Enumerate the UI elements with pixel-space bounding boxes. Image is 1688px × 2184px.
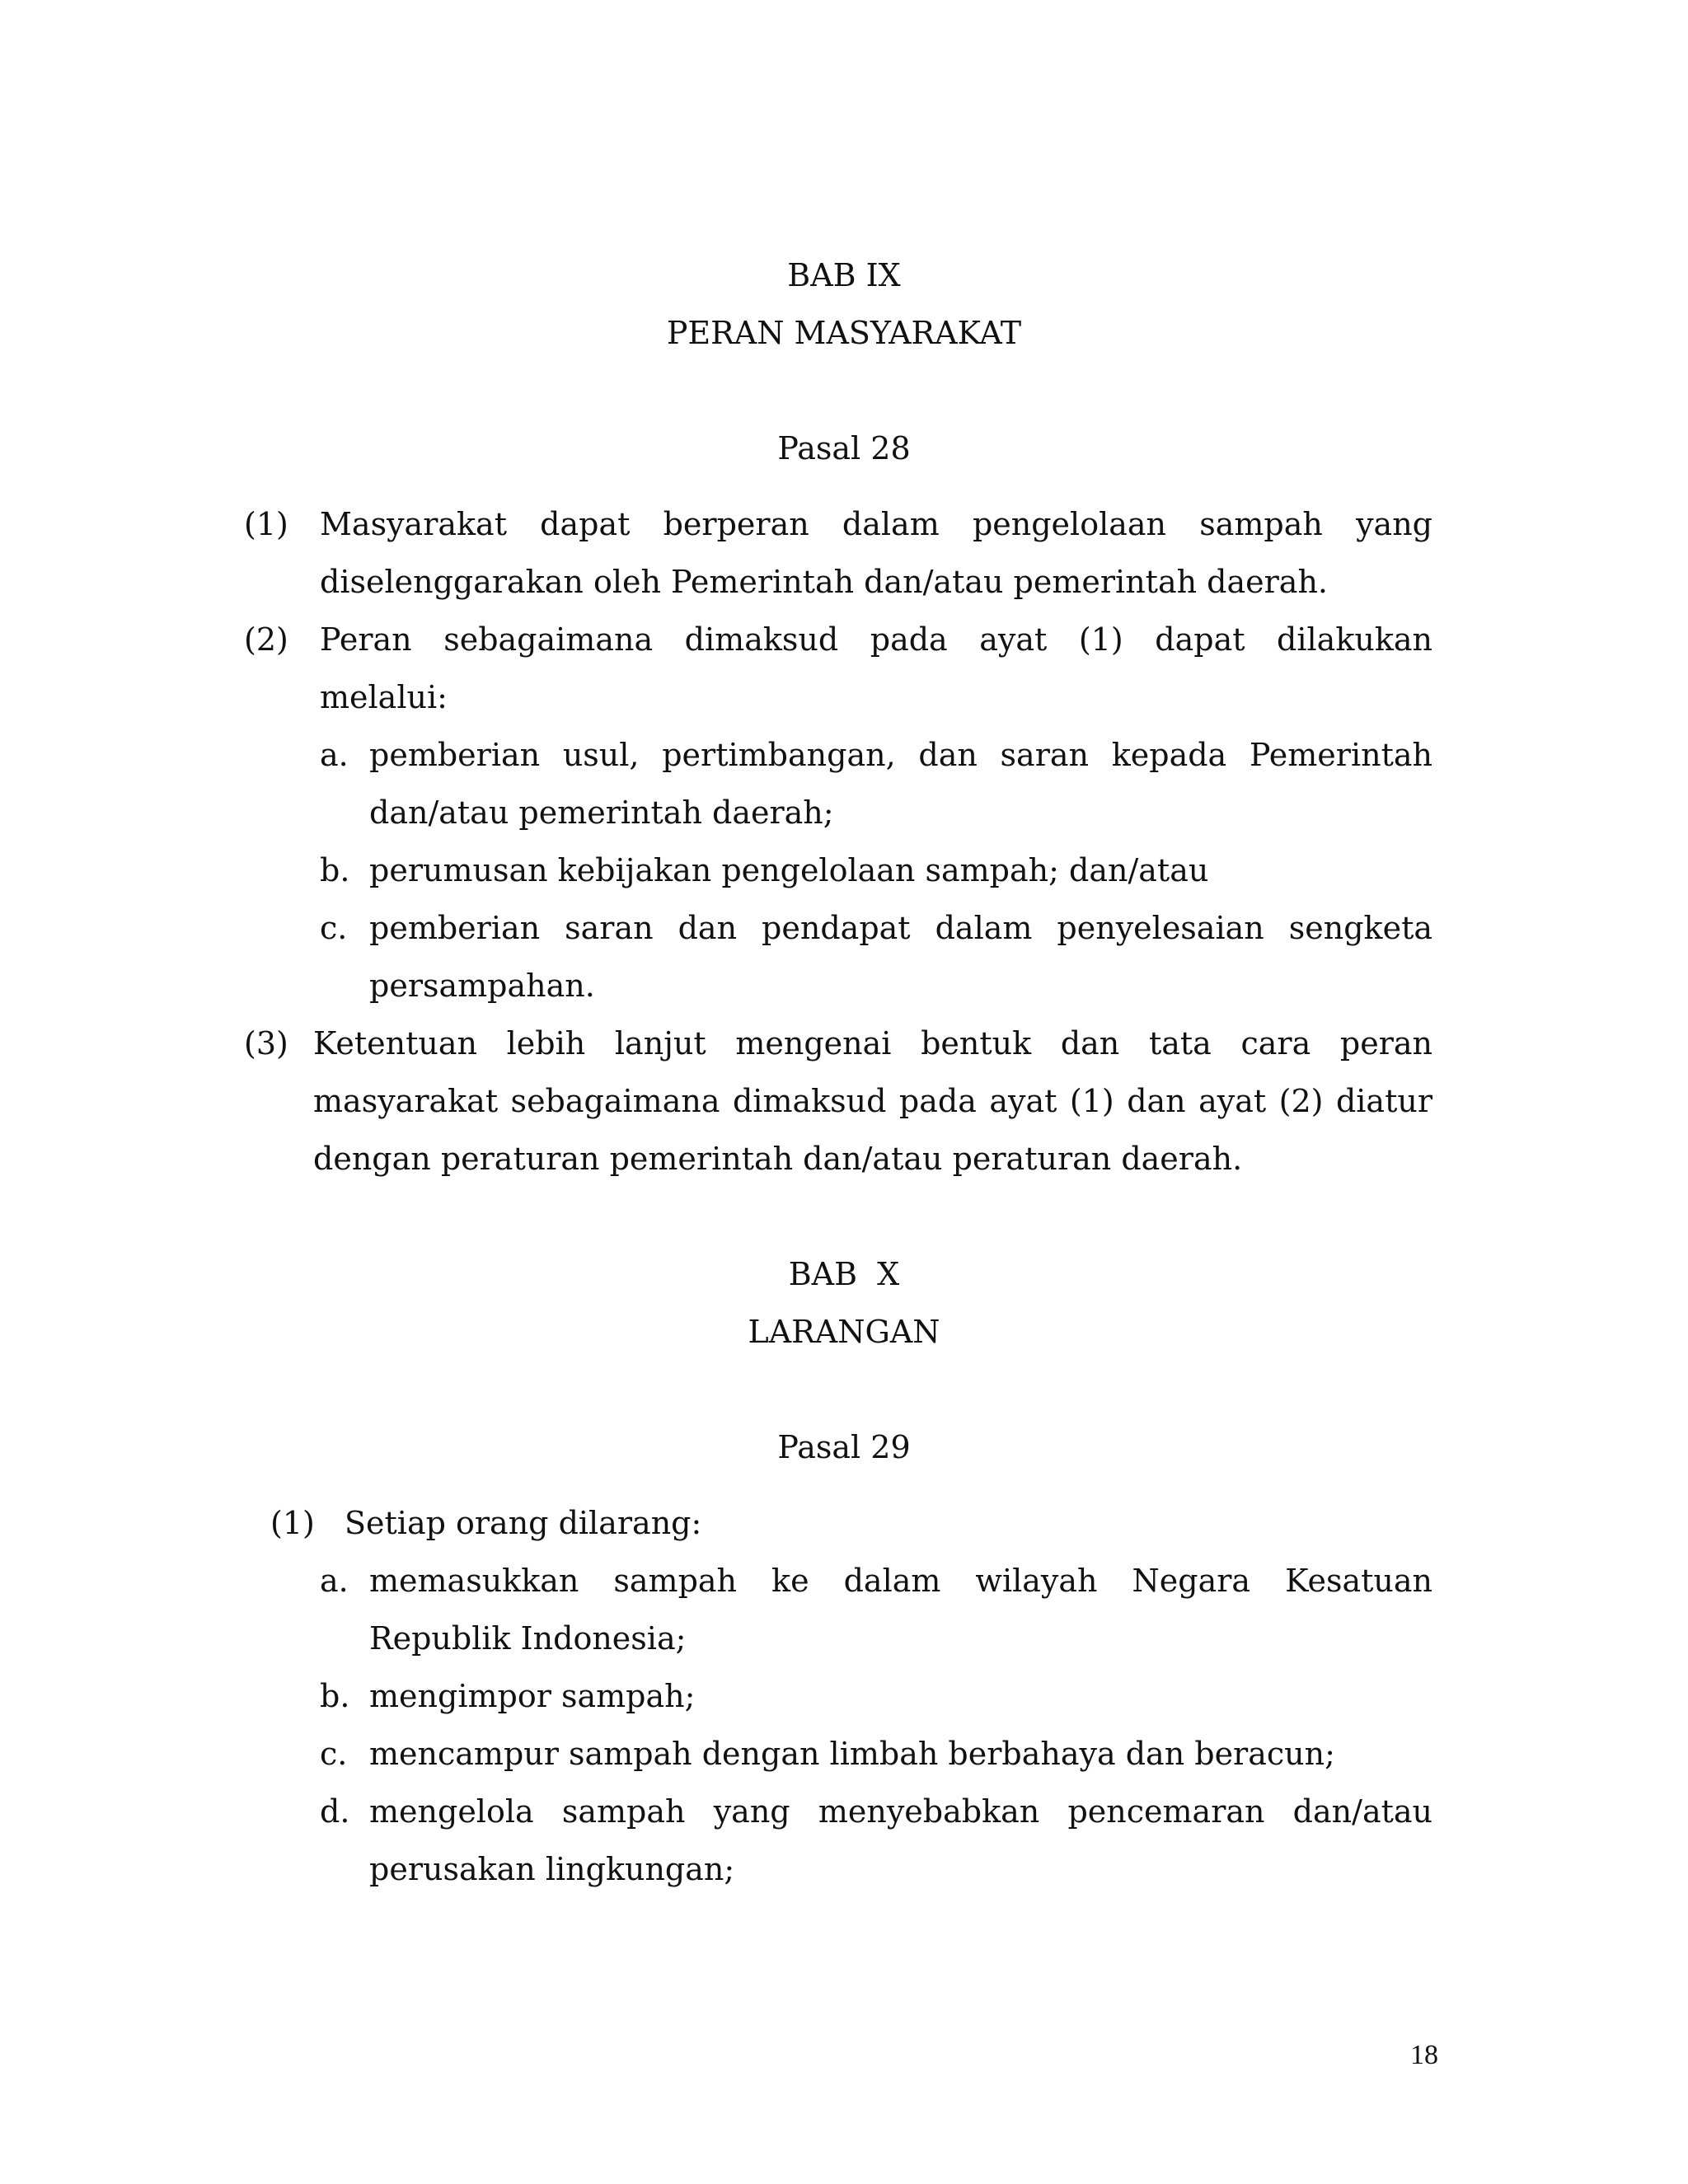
paragraph-number: (3) bbox=[244, 1025, 288, 1062]
paragraph-text-line: dengan peraturan pemerintah dan/atau peraturan daerah. bbox=[313, 1141, 1243, 1177]
list-item-text: mengelola sampah yang menyebabkan pencemaran dan/atau bbox=[369, 1793, 1432, 1830]
page-number: 18 bbox=[1410, 2040, 1438, 2070]
paragraph-number: (1) bbox=[270, 1505, 315, 1541]
list-item-text: pemberian usul, pertimbangan, dan saran kepada Pemerintah bbox=[369, 737, 1432, 773]
list-item-letter: a. bbox=[320, 737, 349, 773]
list-item-text: perumusan kebijakan pengelolaan sampah; dan/atau bbox=[369, 852, 1209, 888]
article-title: Pasal 29 bbox=[777, 1429, 911, 1465]
list-item-text: pemberian saran dan pendapat dalam penyelesaian sengketa bbox=[369, 910, 1432, 946]
list-item-text: Republik Indonesia; bbox=[369, 1620, 687, 1657]
list-item-letter: b. bbox=[320, 852, 350, 888]
article-title: Pasal 28 bbox=[777, 430, 911, 466]
list-item-letter: c. bbox=[320, 1736, 348, 1772]
paragraph-text-line: Masyarakat dapat berperan dalam pengelolaan sampah yang bbox=[320, 506, 1432, 542]
list-item-text: perusakan lingkungan; bbox=[369, 1851, 735, 1887]
list-item-text: mencampur sampah dengan limbah berbahaya dan beracun; bbox=[369, 1736, 1335, 1772]
chapter-subtitle: PERAN MASYARAKAT bbox=[666, 315, 1022, 351]
chapter-title: BAB IX bbox=[787, 257, 901, 293]
list-item-letter: d. bbox=[320, 1793, 350, 1830]
list-item-letter: a. bbox=[320, 1563, 349, 1599]
paragraph-text-line: masyarakat sebagaimana dimaksud pada ayat (1) dan ayat (2) diatur bbox=[313, 1083, 1432, 1119]
paragraph-number: (1) bbox=[244, 506, 288, 542]
list-item-letter: c. bbox=[320, 910, 348, 946]
chapter-title: BAB X bbox=[788, 1256, 900, 1292]
list-item-text: mengimpor sampah; bbox=[369, 1678, 696, 1714]
list-item-letter: b. bbox=[320, 1678, 350, 1714]
list-item-text: dan/atau pemerintah daerah; bbox=[369, 794, 834, 831]
paragraph-text-line: Setiap orang dilarang: bbox=[345, 1505, 702, 1541]
paragraph-text-line: Peran sebagaimana dimaksud pada ayat (1) dapat dilakukan bbox=[320, 621, 1432, 658]
paragraph-text-line: melalui: bbox=[320, 679, 448, 715]
paragraph-number: (2) bbox=[244, 621, 288, 658]
list-item-text: persampahan. bbox=[369, 968, 595, 1004]
list-item-text: memasukkan sampah ke dalam wilayah Negara Kesatuan bbox=[369, 1563, 1432, 1599]
paragraph-text-line: diselenggarakan oleh Pemerintah dan/atau pemerintah daerah. bbox=[320, 564, 1328, 600]
chapter-subtitle: LARANGAN bbox=[748, 1314, 940, 1350]
paragraph-text-line: Ketentuan lebih lanjut mengenai bentuk dan tata cara peran bbox=[313, 1025, 1432, 1062]
